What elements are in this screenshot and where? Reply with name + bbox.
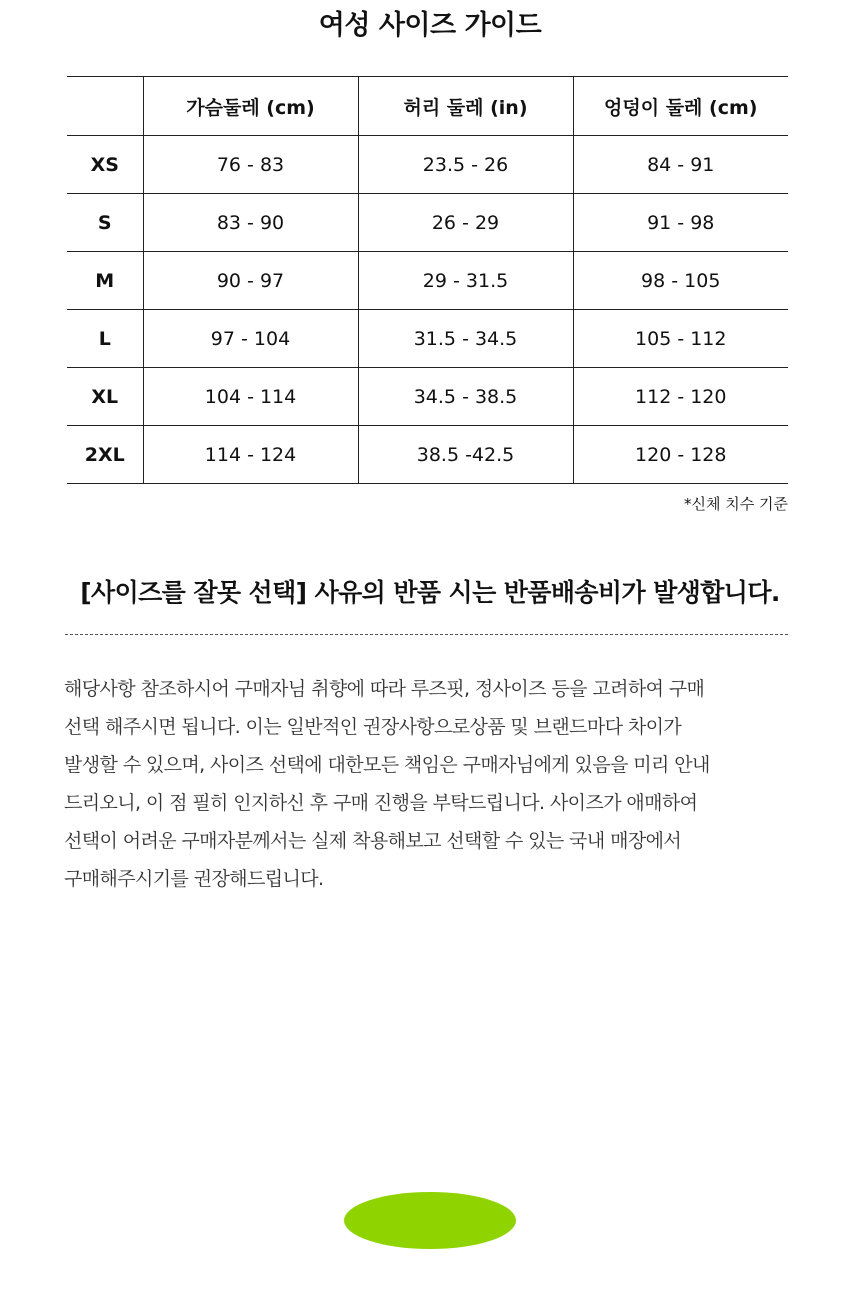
chest-value: 83 - 90 [143,194,358,252]
waist-value: 29 - 31.5 [358,252,573,310]
hip-value: 105 - 112 [573,310,788,368]
green-ellipse-shape [344,1192,516,1249]
header-waist: 허리 둘레 (in) [358,77,573,136]
waist-value: 34.5 - 38.5 [358,368,573,426]
guidance-line: 구매해주시기를 권장해드립니다. [64,868,324,890]
size-label: M [67,252,143,310]
size-label: XS [67,136,143,194]
waist-value: 38.5 -42.5 [358,426,573,484]
chest-value: 76 - 83 [143,136,358,194]
chest-value: 90 - 97 [143,252,358,310]
chest-value: 97 - 104 [143,310,358,368]
header-size-cell [67,77,143,136]
size-label: 2XL [67,426,143,484]
guidance-line: 발생할 수 있으며, 사이즈 선택에 대한모든 책임은 구매자님에게 있음을 미리 안내 [64,754,710,776]
guidance-line: 해당사항 참조하시어 구매자님 취향에 따라 루즈핏, 정사이즈 등을 고려하여 구매 [64,678,705,700]
table-row [67,194,788,252]
table-row [67,252,788,310]
table-row [67,426,788,484]
waist-value: 31.5 - 34.5 [358,310,573,368]
guidance-line: 선택 해주시면 됩니다. 이는 일반적인 권장사항으로상품 및 브랜드마다 차이가 [64,716,682,738]
size-label: XL [67,368,143,426]
size-label: L [67,310,143,368]
waist-value: 23.5 - 26 [358,136,573,194]
hip-value: 112 - 120 [573,368,788,426]
size-guidance-text [64,670,794,898]
header-chest: 가슴둘레 (cm) [143,77,358,136]
header-hip: 엉덩이 둘레 (cm) [573,77,788,136]
table-row [67,368,788,426]
return-warning-heading: [사이즈를 잘못 선택] 사유의 반품 시는 반품배송비가 발생합니다. [80,578,780,607]
table-row [67,136,788,194]
dashed-divider [65,634,788,635]
hip-value: 98 - 105 [573,252,788,310]
size-label: S [67,194,143,252]
chest-value: 104 - 114 [143,368,358,426]
guidance-line: 드리오니, 이 점 필히 인지하신 후 구매 진행을 부탁드립니다. 사이즈가 애매하여 [64,792,698,814]
hip-value: 120 - 128 [573,426,788,484]
measurement-note: *신체 치수 기준 [684,495,788,513]
hip-value: 84 - 91 [573,136,788,194]
table-header-row [67,77,788,136]
hip-value: 91 - 98 [573,194,788,252]
guidance-line: 선택이 어려운 구매자분께서는 실제 착용해보고 선택할 수 있는 국내 매장에서 [64,830,682,852]
chest-value: 114 - 124 [143,426,358,484]
page-title: 여성 사이즈 가이드 [318,10,542,41]
size-chart-table [67,76,788,484]
waist-value: 26 - 29 [358,194,573,252]
table-row [67,310,788,368]
